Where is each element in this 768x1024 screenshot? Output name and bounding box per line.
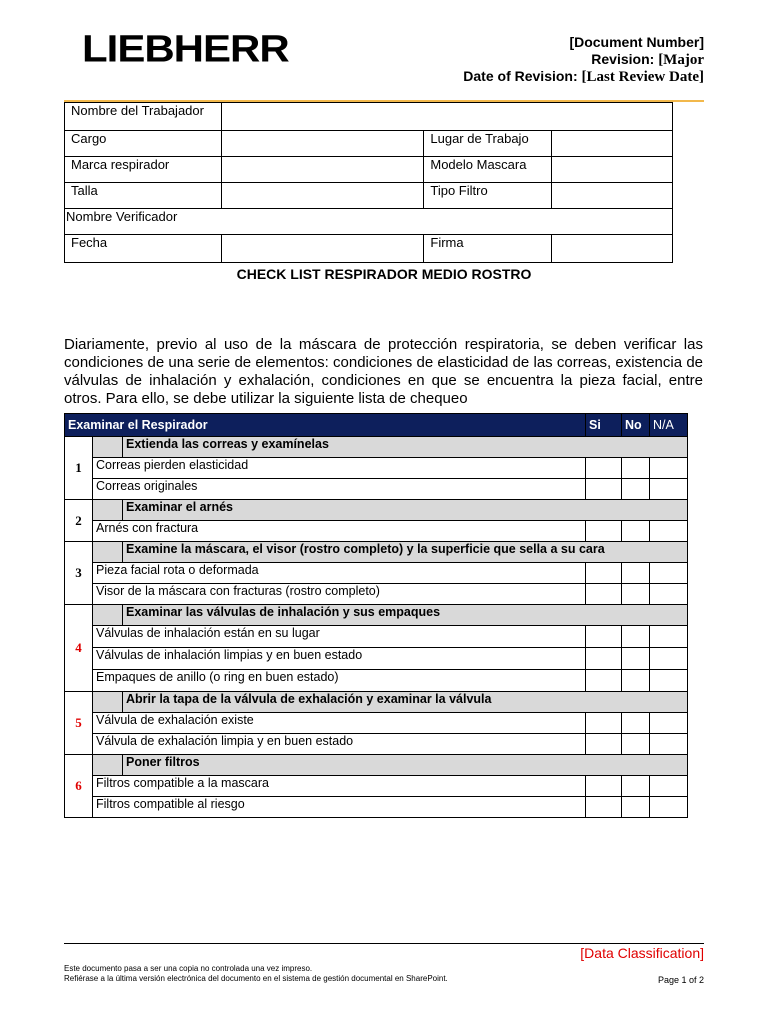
section-header-row [65, 500, 688, 521]
date-value: [Last Review Date] [581, 69, 704, 85]
checklist-item-label: Válvulas de inhalación están en su lugar [93, 626, 586, 648]
respirator-brand-field[interactable] [221, 157, 424, 183]
checkbox-no[interactable] [622, 648, 650, 670]
checklist-item-row [65, 648, 688, 670]
checkbox-na[interactable] [650, 797, 688, 818]
mask-model-field[interactable] [552, 157, 673, 183]
signature-label: Firma [424, 235, 552, 263]
checkbox-no[interactable] [622, 734, 650, 755]
checkbox-no[interactable] [622, 479, 650, 500]
verifier-name-label[interactable]: Nombre Verificador [65, 209, 673, 235]
checkbox-na[interactable] [650, 776, 688, 797]
revision-line [591, 51, 704, 69]
worker-name-field[interactable] [221, 103, 672, 131]
checklist-item-label: Correas originales [93, 479, 586, 500]
checklist-header-row [65, 414, 688, 437]
date-line [463, 68, 704, 86]
section-title: Abrir la tapa de la válvula de exhalación y examinar la válvula [123, 692, 688, 713]
signature-field[interactable] [552, 235, 673, 263]
section-blank-cell [93, 437, 123, 458]
checklist-item-label: Válvula de exhalación limpia y en buen estado [93, 734, 586, 755]
section-header-row [65, 755, 688, 776]
checklist-item-row [65, 458, 688, 479]
footer-note-line2: Refiérase a la última versión electrónica del documento en el sistema de gestión documental en SharePoint. [64, 974, 448, 983]
liebherr-logo: LIEBHERR [82, 27, 289, 70]
section-blank-cell [93, 605, 123, 626]
checkbox-no[interactable] [622, 670, 650, 692]
checklist-header-label: Examinar el Respirador [65, 414, 586, 437]
checkbox-si[interactable] [586, 713, 622, 734]
checkbox-si[interactable] [586, 479, 622, 500]
checklist-item-row [65, 563, 688, 584]
section-header-row [65, 692, 688, 713]
section-number: 1 [65, 437, 93, 500]
section-title: Poner filtros [123, 755, 688, 776]
section-blank-cell [93, 542, 123, 563]
revision-label: Revision: [591, 51, 655, 67]
checkbox-no[interactable] [622, 626, 650, 648]
section-number: 5 [65, 692, 93, 755]
page-title: CHECK LIST RESPIRADOR MEDIO ROSTRO [236, 266, 532, 282]
checkbox-na[interactable] [650, 521, 688, 542]
size-field[interactable] [221, 183, 424, 209]
checkbox-no[interactable] [622, 713, 650, 734]
checkbox-si[interactable] [586, 648, 622, 670]
checklist-item-label: Válvulas de inhalación limpias y en buen estado [93, 648, 586, 670]
section-blank-cell [93, 500, 123, 521]
checklist-item-row [65, 584, 688, 605]
checkbox-na[interactable] [650, 626, 688, 648]
worker-name-label: Nombre del Trabajador [65, 103, 222, 131]
checklist-item-row [65, 797, 688, 818]
section-blank-cell [93, 755, 123, 776]
workplace-field[interactable] [552, 131, 673, 157]
checklist-table [64, 413, 688, 818]
checklist-item-label: Filtros compatible al riesgo [93, 797, 586, 818]
checklist-item-row [65, 734, 688, 755]
checkbox-no[interactable] [622, 458, 650, 479]
checklist-item-row [65, 670, 688, 692]
workplace-label: Lugar de Trabajo [424, 131, 552, 157]
checkbox-si[interactable] [586, 776, 622, 797]
checklist-item-label: Correas pierden elasticidad [93, 458, 586, 479]
checkbox-si[interactable] [586, 626, 622, 648]
checklist-item-row [65, 479, 688, 500]
checkbox-si[interactable] [586, 521, 622, 542]
section-number: 2 [65, 500, 93, 542]
section-number: 3 [65, 542, 93, 605]
respirator-brand-label: Marca respirador [65, 157, 222, 183]
checkbox-no[interactable] [622, 521, 650, 542]
worker-info-table [64, 102, 673, 263]
checkbox-na[interactable] [650, 734, 688, 755]
checkbox-na[interactable] [650, 479, 688, 500]
checkbox-na[interactable] [650, 648, 688, 670]
checklist-item-row [65, 521, 688, 542]
checklist-item-label: Arnés con fractura [93, 521, 586, 542]
section-title: Examine la máscara, el visor (rostro completo) y la superficie que sella a su cara [123, 542, 688, 563]
date-field[interactable] [221, 235, 424, 263]
checkbox-si[interactable] [586, 734, 622, 755]
header-si: Si [586, 414, 622, 437]
checklist-item-label: Visor de la máscara con fracturas (rostro completo) [93, 584, 586, 605]
footer-divider [64, 943, 704, 944]
checkbox-no[interactable] [622, 584, 650, 605]
position-label: Cargo [65, 131, 222, 157]
section-title: Extienda las correas y examínelas [123, 437, 688, 458]
position-field[interactable] [221, 131, 424, 157]
section-blank-cell [93, 692, 123, 713]
header-na: N/A [650, 414, 688, 437]
section-header-row [65, 437, 688, 458]
document-number: [Document Number] [569, 34, 704, 50]
checkbox-no[interactable] [622, 563, 650, 584]
checklist-item-label: Empaques de anillo (o ring en buen estado) [93, 670, 586, 692]
filter-type-field[interactable] [552, 183, 673, 209]
checkbox-na[interactable] [650, 584, 688, 605]
checkbox-si[interactable] [586, 670, 622, 692]
footer-note [64, 964, 448, 984]
checkbox-na[interactable] [650, 713, 688, 734]
filter-type-label: Tipo Filtro [424, 183, 552, 209]
header-no: No [622, 414, 650, 437]
checkbox-na[interactable] [650, 458, 688, 479]
checkbox-si[interactable] [586, 458, 622, 479]
intro-paragraph: Diariamente, previo al uso de la máscara de protección respiratoria, se deben verificar las condiciones de una serie de elementos: condiciones de elasticidad de las correas, existencia de válvulas de inhalación y exhalación, condiciones en que se encuentra la pieza facial, entre otros. Para ello, se debe utilizar la siguiente lista de chequeo [64, 336, 703, 407]
section-header-row [65, 605, 688, 626]
checkbox-na[interactable] [650, 563, 688, 584]
checkbox-si[interactable] [586, 563, 622, 584]
section-header-row [65, 542, 688, 563]
date-label: Date of Revision: [463, 68, 578, 84]
section-title: Examinar el arnés [123, 500, 688, 521]
checkbox-no[interactable] [622, 797, 650, 818]
date-label-cell: Fecha [65, 235, 222, 263]
footer-note-line1: Este documento pasa a ser una copia no controlada una vez impreso. [64, 964, 313, 973]
revision-value: [Major [658, 52, 704, 68]
size-label: Talla [65, 183, 222, 209]
page-number: Page 1 of 2 [657, 975, 704, 985]
mask-model-label: Modelo Mascara [424, 157, 552, 183]
checklist-item-row [65, 626, 688, 648]
checklist-item-label: Filtros compatible a la mascara [93, 776, 586, 797]
checkbox-na[interactable] [650, 670, 688, 692]
checklist-item-row [65, 776, 688, 797]
checklist-item-label: Pieza facial rota o deformada [93, 563, 586, 584]
checkbox-no[interactable] [622, 776, 650, 797]
section-number: 4 [65, 605, 93, 692]
section-number: 6 [65, 755, 93, 818]
section-title: Examinar las válvulas de inhalación y sus empaques [123, 605, 688, 626]
checkbox-si[interactable] [586, 797, 622, 818]
data-classification: [Data Classification] [580, 945, 704, 961]
checklist-item-row [65, 713, 688, 734]
checkbox-si[interactable] [586, 584, 622, 605]
checklist-item-label: Válvula de exhalación existe [93, 713, 586, 734]
